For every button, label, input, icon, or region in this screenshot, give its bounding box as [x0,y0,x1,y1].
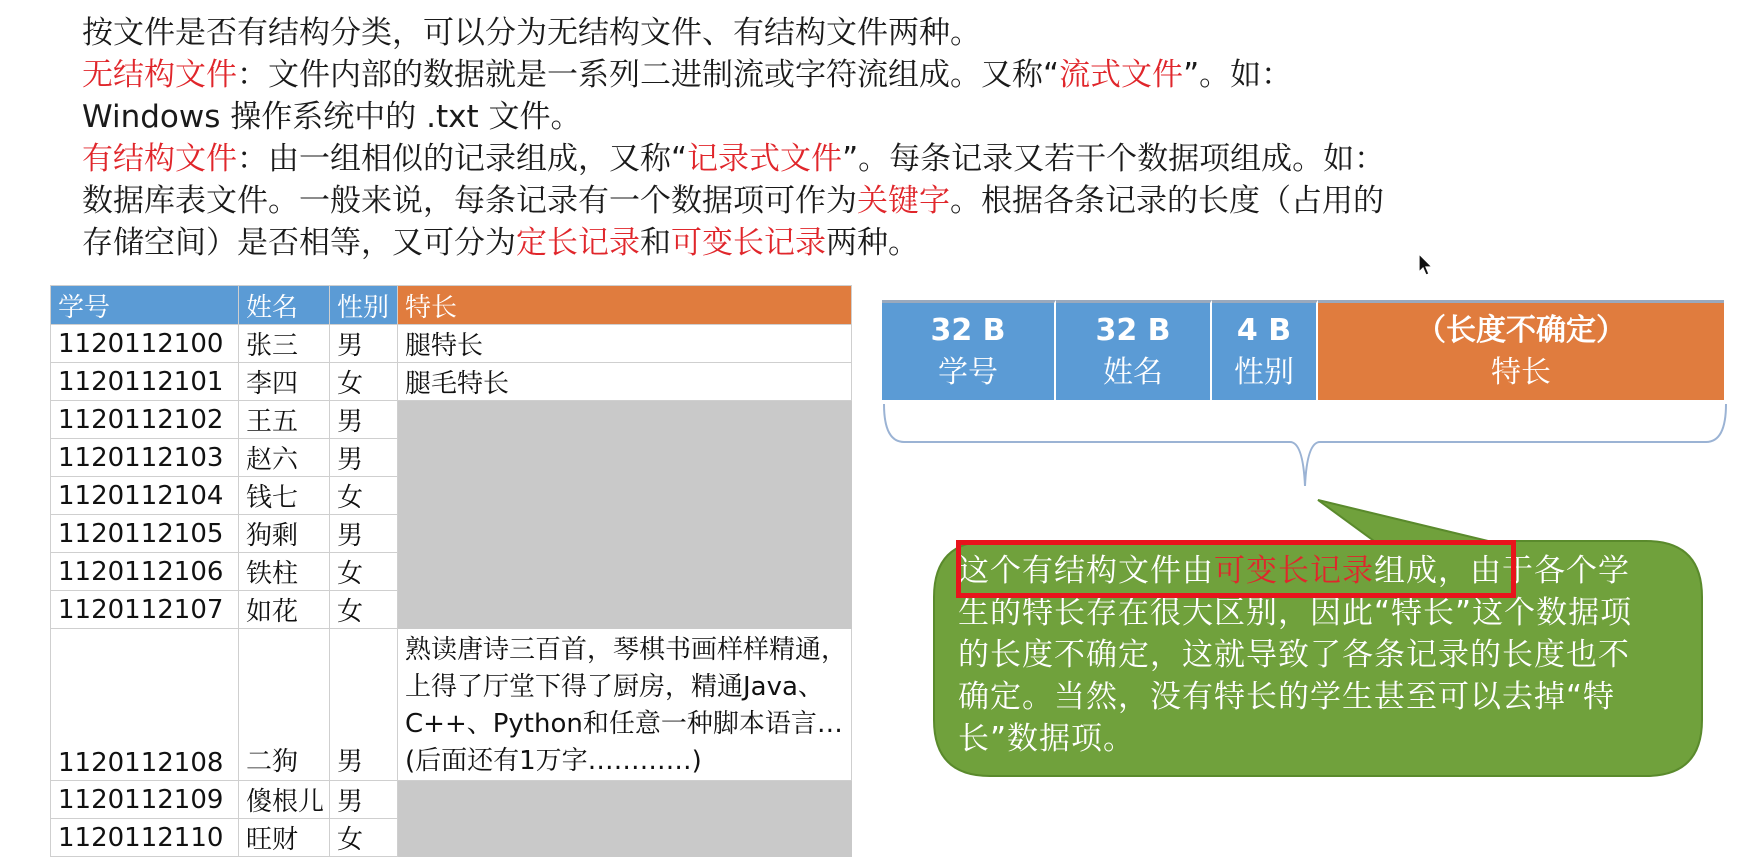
field-size: （长度不确定） [1416,312,1626,348]
callout-term-variable-length: 可变长记录 [1214,553,1374,589]
field-name: 姓名 [1103,354,1163,390]
structured-desc-5: 存储空间）是否相等，又可分为 [82,225,516,261]
term-variable-length: 可变长记录 [671,225,826,261]
field-name: 性别 [1234,354,1294,390]
cell-name: 张三 [239,325,330,363]
cell-gender: 男 [330,439,398,477]
unstructured-example-lead: ”。如： [1183,57,1293,93]
cell-gender: 女 [330,363,398,401]
col-header-skill: 特长 [398,286,852,325]
callout-text-a: 这个有结构文件由 [958,553,1214,589]
cell-id: 1120112110 [51,819,239,857]
cell-id: 1120112107 [51,591,239,629]
term-record-file: 记录式文件 [687,141,843,177]
unstructured-desc: ：文件内部的数据就是一系列二进制流或字符流组成。又称“ [237,57,1060,93]
structured-and: 和 [640,225,671,261]
col-header-gender: 性别 [330,286,398,325]
cell-id: 1120112101 [51,363,239,401]
field-name: 学号 [938,354,998,390]
cell-skill: 腿特长 [398,325,852,363]
cell-gender: 女 [330,477,398,515]
cell-id: 1120112105 [51,515,239,553]
cell-name: 赵六 [239,439,330,477]
unstructured-example: Windows 操作系统中的 .txt 文件。 [82,99,582,135]
structured-desc-4: 。根据各条记录的长度（占用的 [950,183,1384,219]
cell-id: 1120112108 [51,629,239,781]
cell-id: 1120112104 [51,477,239,515]
cell-name: 铁柱 [239,553,330,591]
cell-id: 1120112106 [51,553,239,591]
cell-gender: 男 [330,781,398,819]
field-name: 特长 [1491,354,1551,390]
cell-name: 旺财 [239,819,330,857]
cell-name: 钱七 [239,477,330,515]
cell-gender: 男 [330,515,398,553]
intro-text: 按文件是否有结构分类，可以分为无结构文件、有结构文件两种。 [82,15,981,51]
cell-gender: 男 [330,629,398,781]
cell-name: 傻根儿 [239,781,330,819]
cell-id: 1120112109 [51,781,239,819]
structured-end: 两种。 [826,225,919,261]
highlight-box [956,540,1516,598]
cell-id: 1120112100 [51,325,239,363]
cell-gender: 女 [330,553,398,591]
cell-name: 二狗 [239,629,330,781]
term-stream-file: 流式文件 [1059,57,1184,93]
term-fixed-length: 定长记录 [516,225,640,261]
record-brace [884,404,1726,486]
structured-desc-3: 数据库表文件。一般来说，每条记录有一个数据项可作为 [82,183,857,219]
field-size: 32 B [1095,312,1171,348]
cell-name: 如花 [239,591,330,629]
cell-gender: 男 [330,325,398,363]
cell-name: 李四 [239,363,330,401]
term-unstructured-file: 无结构文件 [82,57,237,93]
cell-name: 狗剩 [239,515,330,553]
callout-text-b: 组成，由于各个学生的特长存在很大区别，因此“特长”这个数据项的长度不确定，这就导致了各条记录的长度也不确定。当然，没有特长的学生甚至可以去掉“特长”数据项。 [958,553,1633,757]
structured-desc: ：由一组相似的记录组成，又称“ [237,141,688,177]
field-size: 4 B [1236,312,1292,348]
cell-gender: 男 [330,401,398,439]
cell-skill-long: 熟读唐诗三百首，琴棋书画样样精通，上得了厅堂下得了厨房，精通Java、C++、Python和任意一种脚本语言…(后面还有1万字…………) [398,629,852,781]
col-header-id: 学号 [51,286,239,325]
structured-desc-2: ”。每条记录又若干个数据项组成。如： [842,141,1386,177]
cell-name: 王五 [239,401,330,439]
cell-gender: 女 [330,591,398,629]
cell-id: 1120112102 [51,401,239,439]
cell-id: 1120112103 [51,439,239,477]
col-header-name: 姓名 [239,286,330,325]
cell-skill: 腿毛特长 [398,363,852,401]
cell-gender: 女 [330,819,398,857]
field-size: 32 B [930,312,1006,348]
term-structured-file: 有结构文件 [82,141,237,177]
term-key: 关键字 [857,183,950,219]
